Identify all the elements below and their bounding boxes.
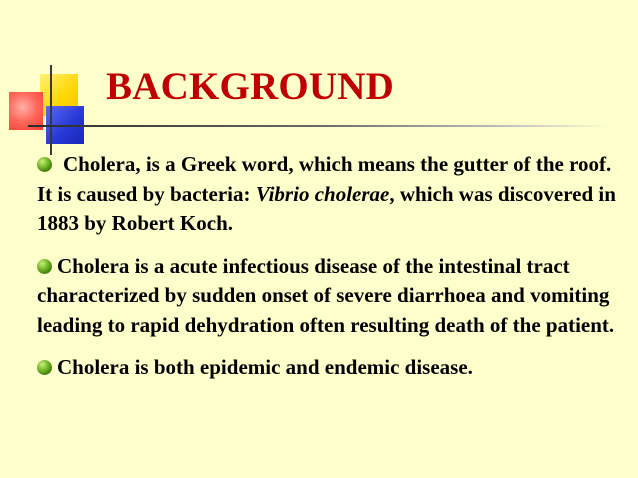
bullet-1-text-after: , which was discovered in 1883 by Robert Koch.: [37, 181, 616, 235]
bullet-1-italic-species: Vibrio cholerae: [255, 181, 390, 206]
green-sphere-bullet-icon: [37, 157, 52, 172]
green-sphere-bullet-icon: [37, 259, 52, 274]
bullet-paragraph-3: [37, 353, 622, 383]
slide-body: [37, 150, 622, 383]
bullet-paragraph-2: [37, 252, 622, 341]
bullet-1-text-before: Cholera, is a Greek word, which means the gutter of the roof. It is caused by bacteria:: [37, 152, 612, 206]
title-underline-divider: [28, 125, 610, 127]
decorative-vertical-line: [50, 65, 52, 155]
bullet-2-text: Cholera is a acute infectious disease of the intestinal tract characterized by sudden onset of severe diarrhoea and vomiting leading to rapid dehydration often resulting death of the patient.: [37, 253, 615, 337]
bullet-paragraph-1: [37, 150, 622, 239]
slide-title: BACKGROUND: [106, 65, 395, 108]
bullet-3-text: Cholera is both epidemic and endemic disease.: [57, 355, 473, 379]
green-sphere-bullet-icon: [37, 360, 52, 375]
